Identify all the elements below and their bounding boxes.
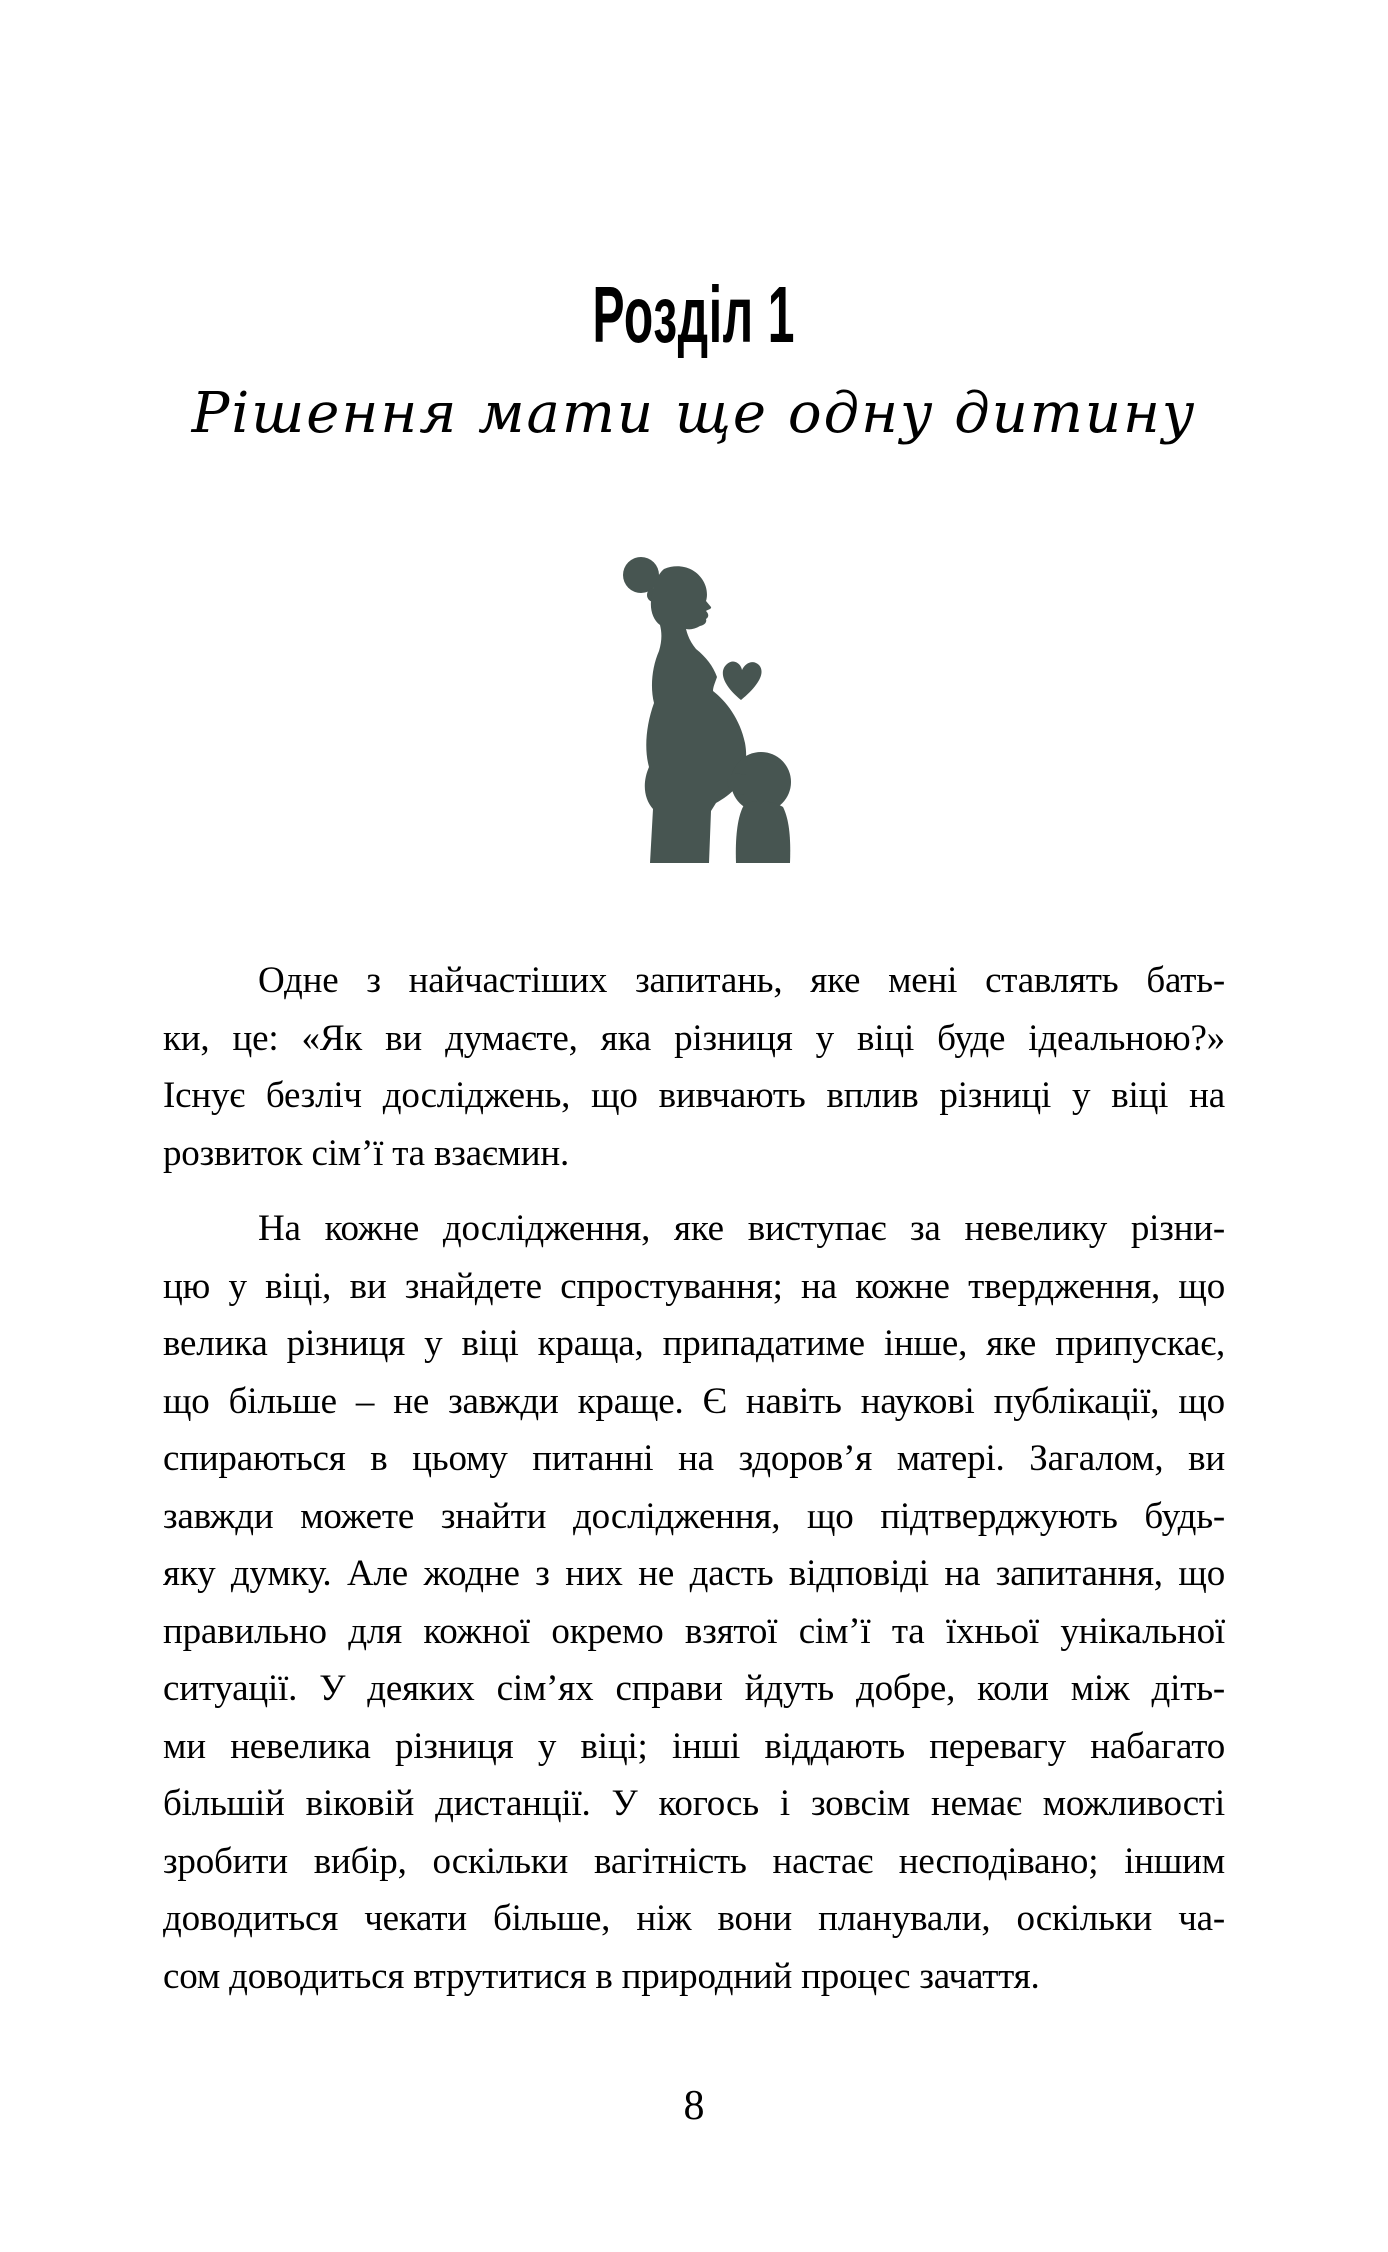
paragraph [163, 952, 1225, 1182]
text-line: ки, це: «Як ви думаєте, яка різниця у віці буде ідеальною?» [163, 1017, 1225, 1059]
text-line: більшій віковій дистанції. У когось і зовсім немає можливості [163, 1783, 1225, 1824]
text-line: завжди можете знайти дослідження, що підтверджують будь- [163, 1495, 1225, 1537]
text-line: велика різниця у віці краща, припадатиме інше, яке припускає, [163, 1323, 1225, 1364]
text-line: що більше – не завжди краще. Є навіть наукові публікації, що [163, 1380, 1225, 1422]
text-line: розвиток сім’ї та взаємин. [163, 1132, 570, 1174]
chapter-title [0, 270, 1388, 359]
text-line: сом доводиться втрутитися в природний процес зачаття. [163, 1955, 1040, 1997]
page-number: 8 [683, 2083, 705, 2129]
chapter-title-text: Розділ 1 [592, 270, 796, 359]
text-line: яку думку. Але жодне з них не дасть відповіді на запитання, що [163, 1553, 1225, 1594]
body-text [163, 952, 1225, 2005]
child-body [736, 801, 790, 863]
heart-icon [723, 662, 762, 700]
text-line: правильно для кожної окремо взятої сім’ї та їхньої унікальної [163, 1610, 1225, 1652]
text-line: спираються в цьому питанні на здоров’я матері. Загалом, ви [163, 1438, 1225, 1479]
chapter-subtitle: Рішення мати ще одну дитину [191, 381, 1197, 446]
woman-silhouette [645, 566, 746, 863]
text-line: цю у віці, ви знайдете спростування; на кожне твердження, що [163, 1265, 1225, 1307]
text-line: Існує безліч досліджень, що вивчають вплив різниці у віці на [163, 1075, 1225, 1116]
text-line: На кожне дослідження, яке виступає за невелику різни- [258, 1208, 1225, 1249]
text-line: ми невелика різниця у віці; інші віддають перевагу набагато [163, 1725, 1225, 1767]
text-line: ситуації. У деяких сім’ях справи йдуть добре, коли між діть- [163, 1668, 1225, 1709]
text-line: зробити вибір, оскільки вагітність настає несподівано; іншим [163, 1840, 1225, 1882]
pregnant-woman-child-illustration [594, 553, 794, 863]
text-line: доводиться чекати більше, ніж вони планували, оскільки ча- [163, 1898, 1225, 1939]
text-line: Одне з найчастіших запитань, яке мені ставлять бать- [258, 960, 1225, 1001]
paragraph [163, 1200, 1225, 2005]
